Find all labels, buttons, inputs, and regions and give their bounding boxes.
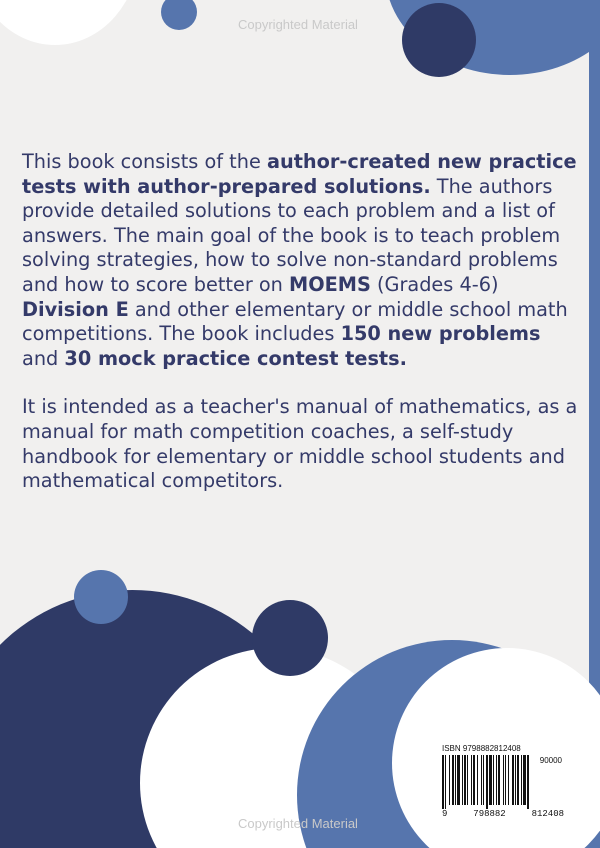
barcode-digits	[442, 809, 564, 819]
top-small-blue-circle	[161, 0, 197, 30]
barcode-bar	[508, 755, 509, 805]
barcode-bar	[467, 755, 468, 805]
blurb-text-segment: The authors provide detailed solutions to each problem and a list of answers. The main goal of the book is to teach problem solving strategies, how to solve non-standard problems and how to score better on	[22, 174, 561, 296]
blurb-bold-segment: MOEMS	[289, 272, 371, 296]
barcode-right-digits: 812408	[531, 809, 564, 819]
barcode-bar	[503, 755, 504, 805]
barcode-bar	[515, 755, 516, 805]
barcode-bar	[445, 755, 446, 809]
blurb-text-segment: and other elementary or middle school math competitions. The book includes	[22, 297, 568, 346]
barcode-bar	[527, 755, 529, 809]
top-right-navy-circle	[402, 3, 476, 77]
blurb-bold-segment: 150 new problems	[340, 322, 541, 346]
barcode-bar	[457, 755, 460, 805]
isbn-barcode	[436, 741, 568, 826]
barcode-bar	[489, 755, 492, 805]
watermark-bottom: Copyrighted Material	[238, 816, 358, 831]
back-cover-blurb	[22, 150, 582, 494]
barcode-bar	[449, 755, 450, 805]
barcode-bar	[452, 755, 454, 805]
watermark-top: Copyrighted Material	[238, 17, 358, 32]
barcode-bar	[498, 755, 500, 805]
barcode-bar	[486, 755, 488, 809]
blurb-bold-segment: 30 mock practice contest tests.	[64, 346, 407, 370]
barcode-left-digits: 798882	[473, 809, 506, 819]
barcode-bar	[462, 755, 463, 805]
barcode-bar	[493, 755, 494, 805]
barcode-bar	[455, 755, 456, 805]
blurb-paragraph-2: It is intended as a teacher's manual of mathematics, as a manual for math competition coaches, a self-study handbook for elementary or middle school students and mathematical competitors.	[22, 395, 578, 493]
barcode-bar	[473, 755, 475, 805]
bottom-small-blue-circle	[74, 570, 128, 624]
blurb-text-segment: and	[22, 346, 65, 370]
barcode-bars	[442, 755, 562, 809]
barcode-bar	[442, 755, 444, 809]
barcode-bar	[483, 755, 484, 805]
barcode-bar	[505, 755, 506, 805]
blurb-text-segment: (Grades 4-6)	[370, 272, 499, 296]
barcode-bar	[477, 755, 478, 805]
blurb-text-segment: This book consists of the	[22, 150, 267, 173]
blurb-bold-segment: author-created new practice tests with author-prepared solutions.	[22, 150, 577, 198]
barcode-bar	[496, 755, 497, 805]
bottom-medium-navy-circle	[252, 600, 328, 676]
paragraph-spacer	[22, 371, 582, 395]
barcode-lead-digit: 9	[442, 809, 448, 819]
blurb-bold-segment: Division E	[22, 297, 129, 321]
barcode-bar	[512, 755, 514, 805]
barcode-bar	[523, 755, 526, 805]
barcode-bar	[481, 755, 482, 805]
isbn-label: ISBN 9798882812408	[442, 744, 521, 753]
blurb-paragraph-1	[22, 150, 582, 371]
top-left-white-circle	[0, 0, 140, 45]
barcode-bar	[521, 755, 522, 805]
barcode-bar	[464, 755, 466, 805]
barcode-bar	[517, 755, 519, 805]
price-code: 90000	[539, 756, 562, 765]
barcode-bar	[471, 755, 472, 805]
